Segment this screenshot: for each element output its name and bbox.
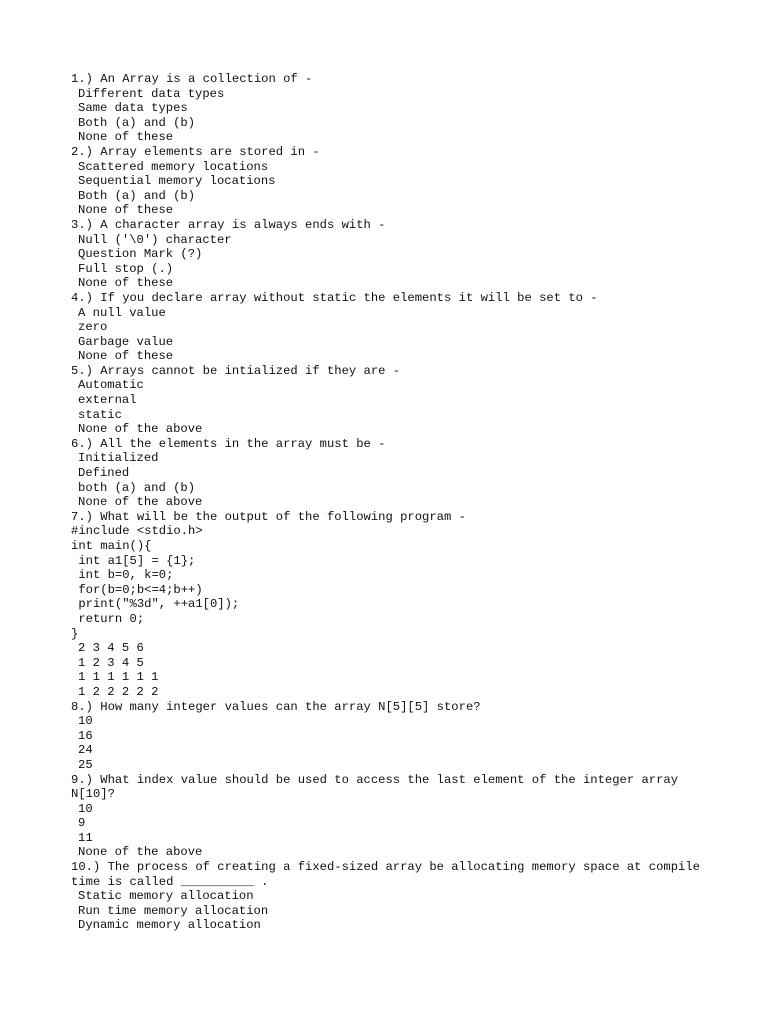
option: Question Mark (?) <box>78 247 203 262</box>
option: 1 2 2 2 2 2 <box>78 684 159 699</box>
option: 16 <box>78 728 93 743</box>
option: None of these <box>78 130 174 145</box>
question-text: 7.) What will be the output of the following program - <box>71 509 466 524</box>
option: Sequential memory locations <box>78 174 276 189</box>
question-5 <box>71 364 711 437</box>
option: 1 2 3 4 5 <box>78 655 144 670</box>
option: 1 1 1 1 1 1 <box>78 670 159 685</box>
option: Run time memory allocation <box>78 903 269 918</box>
option: Scattered memory locations <box>78 159 269 174</box>
question-text: 4.) If you declare array without static the elements it will be set to - <box>71 290 598 305</box>
question-text: 3.) A character array is always ends with - <box>71 217 386 232</box>
question-text: 2.) Array elements are stored in - <box>71 144 320 159</box>
question-4 <box>71 291 711 364</box>
option: Garbage value <box>78 334 174 349</box>
code-line: #include <stdio.h> <box>71 524 203 539</box>
option: external <box>78 393 137 408</box>
quiz-document <box>71 72 711 933</box>
option: Static memory allocation <box>78 889 254 904</box>
question-6 <box>71 437 711 510</box>
option: 24 <box>78 743 93 758</box>
option: None of the above <box>78 845 203 860</box>
option: Dynamic memory allocation <box>78 918 261 933</box>
option: Both (a) and (b) <box>78 188 196 203</box>
option: None of these <box>78 203 174 218</box>
code-line: print("%3d", ++a1[0]); <box>71 597 240 612</box>
option: 2 3 4 5 6 <box>78 641 144 656</box>
question-text: 8.) How many integer values can the array N[5][5] store? <box>71 699 481 714</box>
option: Initialized <box>78 451 159 466</box>
code-line: int b=0, k=0; <box>71 568 174 583</box>
option: Full stop (.) <box>78 261 174 276</box>
option: zero <box>78 320 108 335</box>
option: 11 <box>78 830 93 845</box>
question-1 <box>71 72 711 145</box>
option: Same data types <box>78 101 188 116</box>
option: Different data types <box>78 86 225 101</box>
question-text: 9.) What index value should be used to access the last element of the integer array N[10]? <box>71 772 686 802</box>
question-text: 6.) All the elements in the array must be - <box>71 436 386 451</box>
option: Defined <box>78 466 130 481</box>
option: Automatic <box>78 378 144 393</box>
option: Null ('\0') character <box>78 232 232 247</box>
option: 10 <box>78 801 93 816</box>
option: None of these <box>78 276 174 291</box>
option: None of the above <box>78 495 203 510</box>
option: Both (a) and (b) <box>78 115 196 130</box>
code-line: int main(){ <box>71 539 152 553</box>
question-3 <box>71 218 711 291</box>
question-text: 10.) The process of creating a fixed-sized array be allocating memory space at compile time is called __________ . <box>71 860 708 889</box>
question-8 <box>71 700 711 773</box>
option: A null value <box>78 305 166 320</box>
code-line: } <box>71 626 79 641</box>
code-line: return 0; <box>71 611 145 626</box>
code-line: for(b=0;b<=4;b++) <box>71 582 203 597</box>
question-7 <box>71 510 711 700</box>
question-text: 5.) Arrays cannot be intialized if they are - <box>71 363 401 378</box>
option: None of the above <box>78 422 203 437</box>
question-10 <box>71 860 711 933</box>
question-2 <box>71 145 711 218</box>
option: 10 <box>78 714 93 729</box>
question-9 <box>71 773 711 861</box>
question-text: 1.) An Array is a collection of - <box>71 72 313 86</box>
option: 25 <box>78 757 93 772</box>
option: both (a) and (b) <box>78 480 196 495</box>
option: 9 <box>78 816 86 831</box>
code-line: int a1[5] = {1}; <box>71 553 196 568</box>
option: None of these <box>78 349 174 364</box>
option: static <box>78 407 122 422</box>
